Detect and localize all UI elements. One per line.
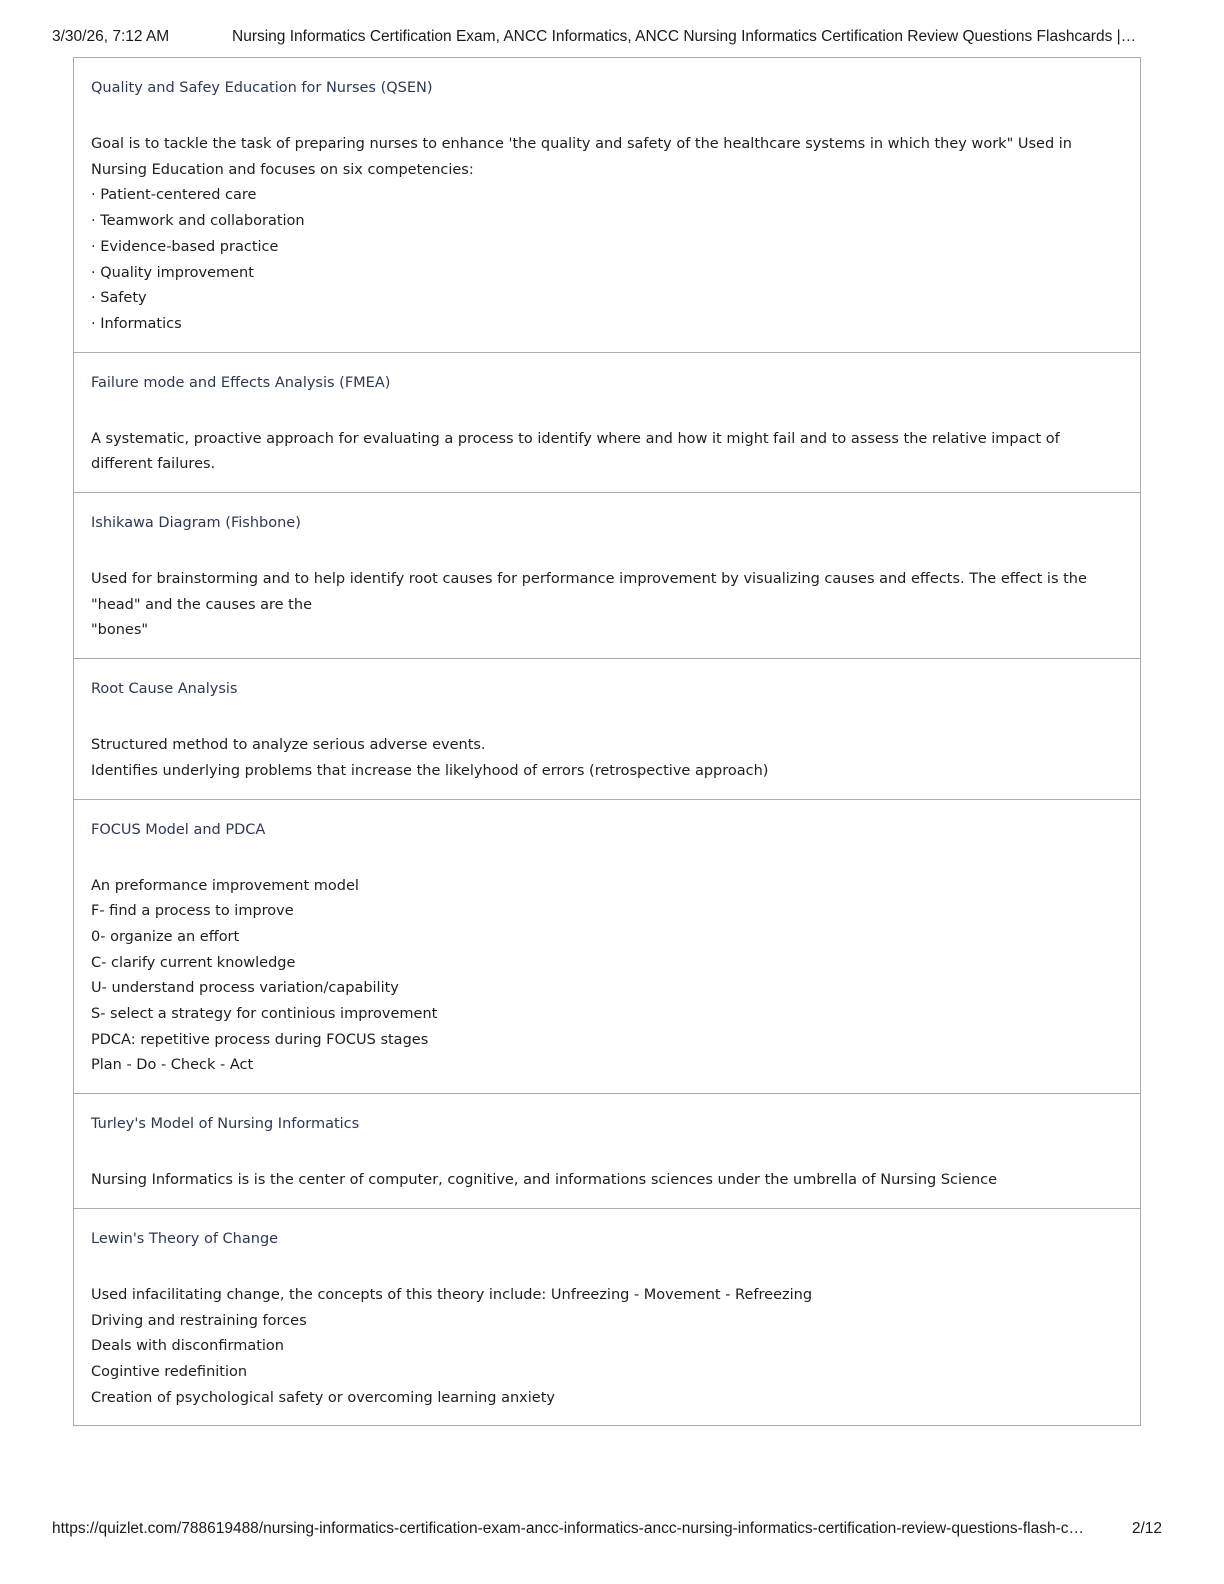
flashcard-definition — [91, 427, 1124, 478]
print-header — [52, 28, 1162, 50]
flashcard-term: Failure mode and Effects Analysis (FMEA) — [91, 374, 391, 391]
definition-line: · Teamwork and collaboration — [91, 213, 305, 230]
flashcard-term: Quality and Safey Education for Nurses (QSEN) — [91, 80, 433, 96]
flashcard-term: Lewin's Theory of Change — [91, 1230, 279, 1247]
print-page-title: Nursing Informatics Certification Exam, ANCC Informatics, ANCC Nursing Informatics Certification Review Questions Flashcards |… — [232, 28, 1137, 45]
flashcard — [74, 58, 1140, 352]
flashcard-definition — [91, 567, 1124, 644]
definition-line: Identifies underlying problems that increase the likelyhood of errors (retrospective approach) — [91, 762, 769, 779]
definition-line: · Safety — [91, 290, 147, 307]
flashcard-definition — [91, 1168, 1124, 1194]
definition-line: Goal is to tackle the task of preparing nurses to enhance 'the quality and safety of the healthcare systems in which they work" Used in Nursing Education and focuses on six competencies: — [91, 136, 1072, 178]
definition-line: Cogintive redefinition — [91, 1363, 248, 1380]
definition-line: F- find a process to improve — [91, 903, 294, 920]
flashcard-term: Root Cause Analysis — [91, 681, 238, 698]
flashcard-term: Turley's Model of Nursing Informatics — [91, 1116, 360, 1133]
definition-line: Used infacilitating change, the concepts of this theory include: Unfreezing - Movement - Refreezing — [91, 1286, 813, 1303]
definition-line: 0- organize an effort — [91, 928, 240, 945]
definition-line: "bones" — [91, 622, 149, 639]
definition-line: Deals with disconfirmation — [91, 1338, 284, 1355]
flashcard — [74, 799, 1140, 1094]
definition-line: · Patient-centered care — [91, 187, 257, 204]
flashcard-term: Ishikawa Diagram (Fishbone) — [91, 515, 301, 532]
flashcard-definition — [91, 1283, 1124, 1412]
definition-line: · Quality improvement — [91, 264, 254, 281]
definition-line: Driving and restraining forces — [91, 1312, 307, 1329]
definition-line: · Informatics — [91, 315, 182, 332]
flashcard — [74, 1208, 1140, 1426]
print-datetime: 3/30/26, 7:12 AM — [52, 28, 170, 45]
definition-line: PDCA: repetitive process during FOCUS stages — [91, 1031, 429, 1048]
definition-line: Plan - Do - Check - Act — [91, 1057, 254, 1074]
definition-line: Nursing Informatics is is the center of computer, cognitive, and informations sciences under the umbrella of Nursing Science — [91, 1172, 998, 1189]
definition-line: Creation of psychological safety or overcoming learning anxiety — [91, 1389, 555, 1406]
definition-line: Used for brainstorming and to help identify root causes for performance improvement by visualizing causes and effects. The effect is the "head" and the causes are the — [91, 571, 1087, 613]
definition-line: S- select a strategy for continious improvement — [91, 1006, 438, 1023]
print-footer — [52, 1520, 1162, 1542]
flashcard — [74, 658, 1140, 798]
flashcard-term: FOCUS Model and PDCA — [91, 821, 266, 838]
definition-line: C- clarify current knowledge — [91, 954, 296, 971]
flashcard — [74, 492, 1140, 658]
definition-line: Structured method to analyze serious adverse events. — [91, 737, 486, 754]
flashcard-definition — [91, 733, 1124, 784]
flashcard-list — [73, 57, 1141, 1426]
definition-line: A systematic, proactive approach for evaluating a process to identify where and how it might fail and to assess the relative impact of different failures. — [91, 430, 1060, 473]
flashcard — [74, 352, 1140, 492]
definition-line: An preformance improvement model — [91, 877, 359, 894]
print-page-number: 2/12 — [1131, 1520, 1162, 1537]
definition-line: U- understand process variation/capability — [91, 980, 399, 997]
definition-line: · Evidence-based practice — [91, 238, 279, 255]
flashcard — [74, 1093, 1140, 1208]
print-url: https://quizlet.com/788619488/nursing-informatics-certification-exam-ancc-informatics-ancc-nursing-informatics-certification-review-questions-flash-c… — [52, 1520, 1084, 1537]
flashcard-definition — [91, 874, 1124, 1080]
flashcard-definition — [91, 132, 1124, 338]
